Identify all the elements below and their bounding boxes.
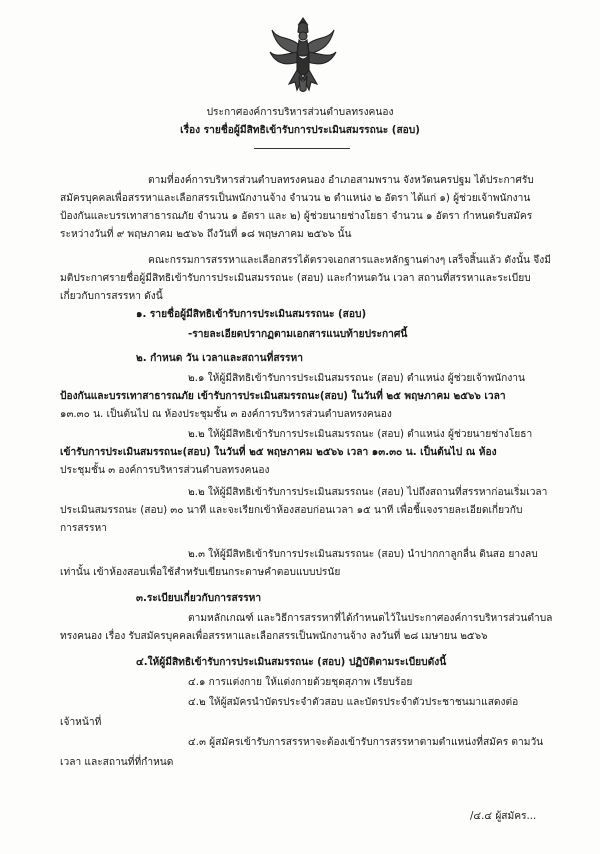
section4-item-line: ๔.๑ การแต่งกาย ให้แต่งกายด้วยชุดสุภาพ เรียบร้อย: [188, 677, 413, 688]
section2-item-line: ประชุมชั้น ๓ องค์การบริหารส่วนตำบลทรงคนอง: [60, 465, 270, 476]
title-underline: [254, 148, 350, 149]
garuda-emblem-icon: [268, 14, 338, 96]
announcement-subject-line: เรื่อง รายชื่อผู้มีสิทธิเข้ารับการประเมินสมรรถนะ (สอบ): [180, 125, 420, 136]
section2-item-line: การสรรหา: [60, 523, 107, 534]
announcement-org-line: ประกาศองค์การบริหารส่วนตำบลทรงคนอง: [206, 107, 394, 118]
section2-item-line: ๑๓.๓๐ น. เป็นต้นไป ณ ห้องประชุมชั้น ๓ องค์การบริหารส่วนตำบลทรงคนอง: [60, 409, 392, 420]
section2-item-line: ๒.๑ ให้ผู้มีสิทธิเข้ารับการประเมินสมรรถนะ (สอบ) ตำแหน่ง ผู้ช่วยเจ้าพนักงาน: [188, 373, 525, 384]
section2-heading: ๒. กำหนด วัน เวลาและสถานที่สรรหา: [136, 353, 303, 364]
section1-detail: -รายละเอียดปรากฏตามเอกสารแนบท้ายประกาศนี้: [188, 329, 408, 340]
committee-line: มติประกาศรายชื่อผู้มีสิทธิเข้ารับการประเมินสมรรถนะ (สอบ) และกำหนดวัน เวลา สถานที่สรรหาและระเบียบ: [60, 273, 531, 284]
section3-line: ตามหลักเกณฑ์ และวิธีการสรรหาที่ได้กำหนดไว้ในประกาศองค์การบริหารส่วนตำบล: [188, 613, 553, 624]
section3-heading: ๓.ระเบียบเกี่ยวกับการสรรหา: [136, 593, 262, 604]
section4-item-line: ๔.๒ ให้ผู้สมัครนำบัตรประจำตัวสอบ และบัตรประจำตัวประชาชนมาแสดงต่อ: [188, 697, 519, 708]
section4-item-line: ๔.๓ ผู้สมัครเข้ารับการสรรหาจะต้องเข้ารับการสรรหาตามตำแหน่งที่สมัคร ตามวัน: [188, 737, 544, 748]
section2-item-line: ป้องกันและบรรเทาสาธารณภัย เข้ารับการประเมินสมรรถนะ(สอบ) ในวันที่ ๒๕ พฤษภาคม ๒๕๖๖ เวลา: [60, 391, 506, 402]
committee-line: เกี่ยวกับการสรรหา ดังนี้: [60, 291, 163, 302]
committee-line: คณะกรรมการสรรหาและเลือกสรรได้ตรวจเอกสารและหลักฐานต่างๆ เสร็จสิ้นแล้ว ดังนั้น จึงมี: [148, 255, 551, 266]
section2-item-line: ประเมินสมรรถนะ (สอบ) ๓๐ นาที และจะเรียกเข้าห้องสอบก่อนเวลา ๑๕ นาที เพื่อชี้แจงรายละเอียดเกี่ยวกับ: [60, 505, 523, 516]
intro-line: ระหว่างวันที่ ๙ พฤษภาคม ๒๕๖๖ ถึงวันที่ ๑๘ พฤษภาคม ๒๕๖๖ นั้น: [60, 229, 352, 240]
section2-item-line: ๒.๒ ให้ผู้มีสิทธิเข้ารับการประเมินสมรรถนะ (สอบ) ตำแหน่ง ผู้ช่วยนายช่างโยธา: [188, 429, 533, 440]
section3-line: ทรงคนอง เรื่อง รับสมัครบุคคลเพื่อสรรหาและเลือกสรรเป็นพนักงานจ้าง ลงวันที่ ๒๘ เมษายน ๒๕๖๖: [60, 631, 488, 642]
intro-line: ป้องกันและบรรเทาสาธารณภัย จำนวน ๑ อัตรา และ ๒) ผู้ช่วยนายช่างโยธา จำนวน ๑ อัตรา กำหนดรับสมัคร: [60, 211, 533, 222]
intro-line: ตามที่องค์การบริหารส่วนตำบลทรงคนอง อำเภอสามพราน จังหวัดนครปฐม ได้ประกาศรับ: [148, 175, 534, 186]
section2-item-line: เข้ารับการประเมินสมรรถนะ(สอบ) ในวันที่ ๒๕ พฤษภาคม ๒๕๖๖ เวลา ๑๓.๓๐ น. เป็นต้นไป ณ ห้อง: [60, 447, 497, 458]
section4-heading: ๔.ให้ผู้มีสิทธิเข้ารับการประเมินสมรรถนะ (สอบ) ปฏิบัติตามระเบียบดังนี้: [136, 657, 447, 668]
continuation-note: /๔.๔ ผู้สมัคร...: [470, 811, 537, 822]
intro-line: สมัครบุคคลเพื่อสรรหาและเลือกสรรเป็นพนักงานจ้าง จำนวน ๒ ตำแหน่ง ๒ อัตรา ได้แก่ ๑) ผู้ช่วยเจ้าพนักงาน: [60, 193, 531, 204]
section4-item-line: เจ้าหน้าที่: [60, 717, 102, 728]
section2-item-line: ๒.๓ ให้ผู้มีสิทธิเข้ารับการประเมินสมรรถนะ (สอบ) นำปากกาลูกลื่น ดินสอ ยางลบ: [188, 549, 538, 560]
section2-item-line: เท่านั้น เข้าห้องสอบเพื่อใช้สำหรับเขียนกระดาษคำตอบแบบปรนัย: [60, 567, 341, 578]
section2-item-line: ๒.๒ ให้ผู้มีสิทธิเข้ารับการประเมินสมรรถนะ (สอบ) ไปถึงสถานที่สรรหาก่อนเริ่มเวลา: [188, 487, 548, 498]
section4-item-line: เวลา และสถานที่ที่กำหนด: [60, 757, 174, 768]
section1-heading: ๑. รายชื่อผู้มีสิทธิเข้ารับการประเมินสมรรถนะ (สอบ): [136, 309, 367, 320]
